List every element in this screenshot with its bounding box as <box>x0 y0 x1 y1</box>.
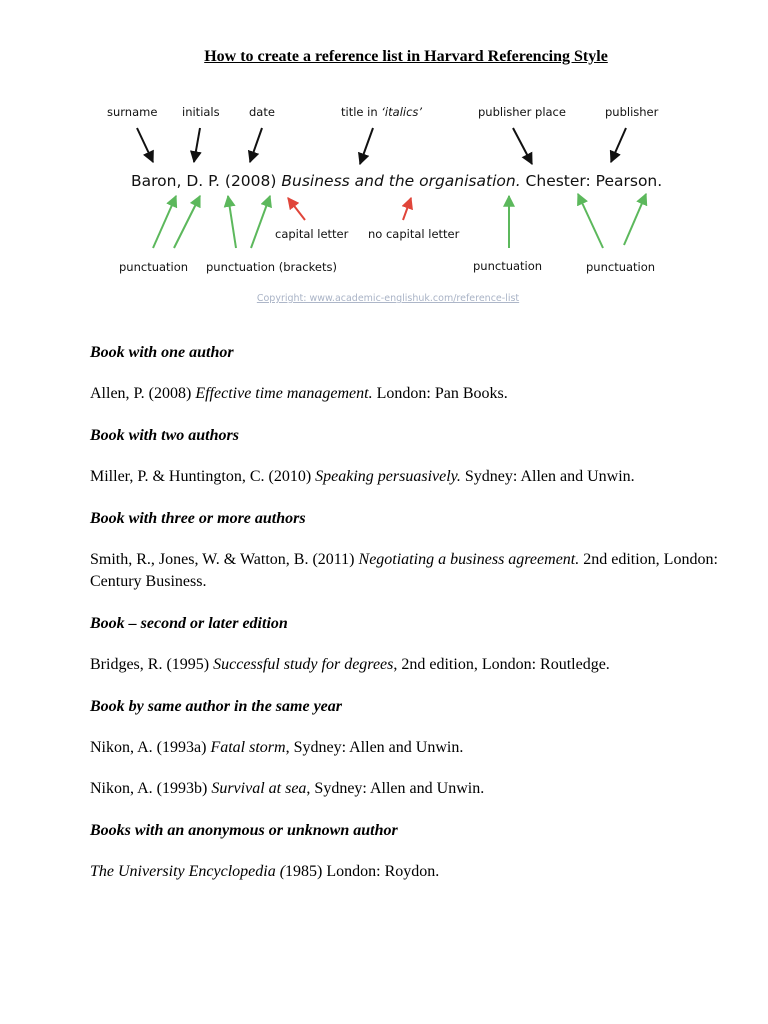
entry-author-date: Bridges, R. (1995) <box>90 656 214 674</box>
reference-entry <box>90 778 730 800</box>
example-author-date: Baron, D. P. (2008) <box>131 172 282 190</box>
entry-title: Negotiating a business agreement. <box>358 550 580 568</box>
spacer <box>90 489 730 508</box>
entry-publisher: Sydney: Allen and Unwin. <box>460 468 635 486</box>
section-heading: Books with an anonymous or unknown author <box>90 821 398 839</box>
entry-title: The University Encyclopedia ( <box>90 863 286 881</box>
spacer <box>90 635 730 654</box>
harvard-reference-diagram <box>0 90 768 320</box>
arrow-brackets-a <box>228 196 236 248</box>
arrow-publisher-place <box>513 128 532 164</box>
arrow-date <box>250 128 262 162</box>
label-title-quote: ‘italics’ <box>381 105 423 119</box>
entry-publisher: 2nd edition, London: Century Business. <box>90 550 718 591</box>
entry-publisher: , 2nd edition, London: Routledge. <box>393 656 610 674</box>
section-heading: Book with three or more authors <box>90 509 306 527</box>
entry-title: Effective time management. <box>195 385 373 403</box>
example-publisher: Chester: Pearson. <box>520 172 663 190</box>
arrow-initials <box>194 128 200 162</box>
label-title-italics <box>341 105 422 119</box>
section-heading: Book by same author in the same year <box>90 697 343 715</box>
label-publisher-place: publisher place <box>478 105 566 119</box>
black-arrows <box>137 128 626 164</box>
entry-publisher: , Sydney: Allen and Unwin. <box>285 738 464 756</box>
reference-entry <box>90 861 730 883</box>
reference-entry <box>90 737 730 759</box>
page-title: How to create a reference list in Harvard Referencing Style <box>204 48 608 65</box>
entry-publisher: London: Pan Books. <box>372 385 508 403</box>
copyright-link[interactable]: Copyright: www.academic-englishuk.com/reference-list <box>256 293 520 304</box>
reference-entry <box>90 549 730 594</box>
entry-author-date: Allen, P. (2008) <box>90 385 196 403</box>
spacer <box>90 759 730 778</box>
spacer <box>90 364 730 383</box>
reference-entry <box>90 466 730 488</box>
arrow-capital-letter <box>288 198 305 220</box>
label-punctuation-2: punctuation <box>473 259 543 273</box>
label-no-capital-letter: no capital letter <box>368 227 460 241</box>
entry-title: Successful study for degrees <box>213 656 394 674</box>
arrow-punctuation-1b <box>174 196 200 248</box>
label-date: date <box>249 105 275 119</box>
reference-entry <box>90 383 730 405</box>
entry-title: Speaking persuasively. <box>315 468 461 486</box>
arrow-punctuation-1a <box>153 196 176 248</box>
reference-examples <box>90 342 730 883</box>
label-surname: surname <box>107 105 158 119</box>
label-capital-letter: capital letter <box>275 227 349 241</box>
entry-author-date: Miller, P. & Huntington, C. (2010) <box>90 468 316 486</box>
red-arrows <box>288 198 411 220</box>
arrow-punctuation-3a <box>578 194 603 248</box>
spacer <box>90 594 730 613</box>
label-title-prefix: title in <box>341 105 382 119</box>
spacer <box>90 406 730 425</box>
spacer <box>90 677 730 696</box>
section-heading: Book with one author <box>90 344 234 361</box>
entry-author-date: Nikon, A. (1993a) <box>90 738 211 756</box>
example-reference <box>131 172 662 190</box>
arrow-no-capital-letter <box>403 198 411 220</box>
example-title: Business and the organisation. <box>281 172 521 190</box>
spacer <box>90 447 730 466</box>
entry-title: Survival at sea <box>211 780 307 798</box>
arrow-punctuation-3b <box>624 194 646 245</box>
label-punctuation-3: punctuation <box>586 260 656 274</box>
spacer <box>90 718 730 737</box>
label-publisher: publisher <box>605 105 659 119</box>
arrow-brackets-b <box>251 196 270 248</box>
label-punctuation-1: punctuation <box>119 260 189 274</box>
reference-entry <box>90 654 730 676</box>
label-initials: initials <box>182 105 220 119</box>
label-punctuation-brackets: punctuation (brackets) <box>206 260 337 274</box>
spacer <box>90 842 730 861</box>
entry-publisher: , Sydney: Allen and Unwin. <box>306 780 485 798</box>
arrow-surname <box>137 128 153 162</box>
entry-author-date: Smith, R., Jones, W. & Watton, B. (2011) <box>90 550 359 568</box>
entry-author-date: Nikon, A. (1993b) <box>90 780 212 798</box>
section-heading: Book with two authors <box>90 426 239 444</box>
entry-title: Fatal storm <box>210 738 286 756</box>
entry-publisher: 1985) London: Roydon. <box>285 863 440 881</box>
spacer <box>90 530 730 549</box>
arrow-publisher <box>611 128 626 162</box>
section-heading: Book – second or later edition <box>90 614 288 632</box>
arrow-title <box>360 128 373 164</box>
spacer <box>90 801 730 820</box>
